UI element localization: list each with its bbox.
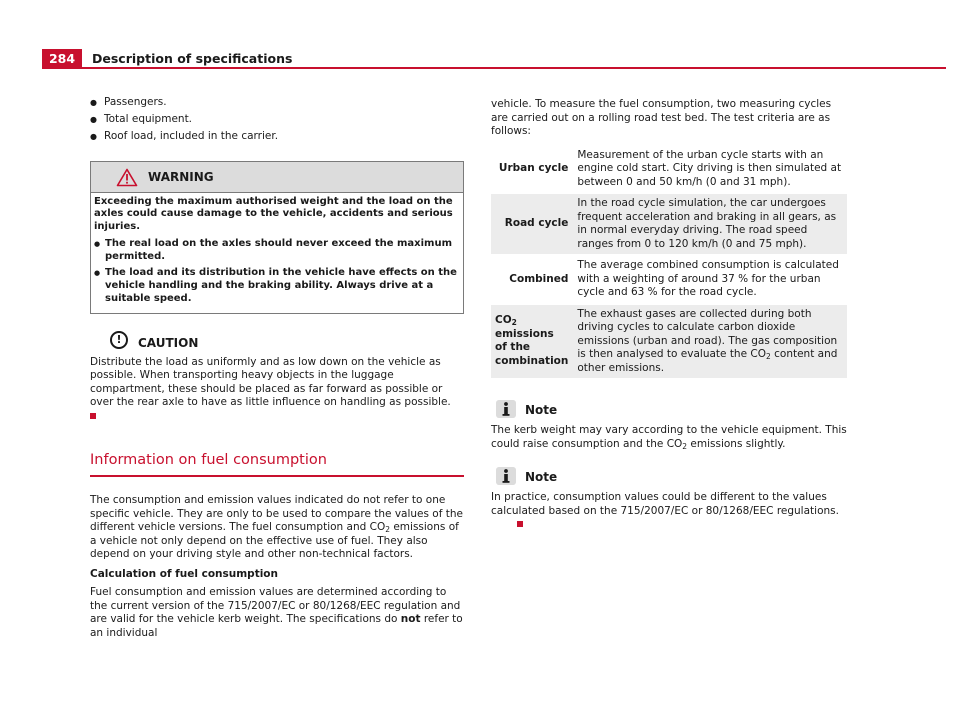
list-item: ● Total equipment. [90, 113, 464, 127]
note-text-content: The kerb weight may vary according to the vehicle equipment. This could raise consumption and the CO [491, 424, 847, 450]
subscript: 2 [511, 318, 517, 328]
note-title: Note [525, 403, 558, 417]
warning-header [91, 162, 463, 193]
warning-triangle-icon [116, 168, 138, 187]
row-label: Road cycle [491, 193, 573, 255]
end-mark [517, 521, 523, 527]
row-text: In the road cycle simulation, the car undergoes frequent acceleration and braking in all gears, as in normal everyday driving. The road speed ranges from 0 to 120 km/h (0 and 75 mph). [573, 193, 847, 255]
table-row [491, 193, 847, 255]
intro-text: emissions of a vehicle not only depend on the effective use of fuel. They also depend on your driving style and other non-technical factors. [90, 521, 459, 561]
subscript: 2 [385, 525, 390, 535]
header-rule [82, 67, 946, 69]
table-row [491, 304, 847, 379]
intro-paragraph [90, 494, 464, 562]
table-row [491, 146, 847, 194]
caution-text [90, 356, 464, 424]
calc-text: refer to an individual [90, 613, 463, 639]
note-header [491, 467, 847, 489]
list-item: ● Roof load, included in the carrier. [90, 130, 464, 144]
subscript: 2 [682, 441, 688, 451]
intro-text: The consumption and emission values indicated do not refer to one specific vehicle. They are only to be used to compare the values of the different vehicle versions. The fuel consumption and CO [90, 494, 463, 534]
row-label [491, 304, 573, 379]
info-icon [496, 400, 516, 418]
calc-heading: Calculation of fuel consumption [90, 567, 278, 580]
calc-bold: not [400, 613, 421, 626]
left-column [90, 96, 464, 646]
co2-label-rest: emissions of the combination [495, 327, 569, 367]
warning-title: WARNING [148, 169, 214, 184]
end-mark [90, 413, 96, 419]
row-text: Measurement of the urban cycle starts with an engine cold start. City driving is then simulated at between 0 and 50 km/h (0 and 31 mph). [577, 148, 842, 188]
row-text [573, 304, 847, 379]
row-text: The average combined consumption is calculated with a weighting of around 37 % for the urban cycle and 63 % for the road cycle. [573, 255, 847, 304]
calc-text: Fuel consumption and emission values are determined according to the current version of the 715/2007/EC or 80/1268/EEC regulation and are valid for the vehicle kerb weight. The specifications do [90, 586, 461, 626]
warning-box [90, 161, 464, 314]
load-bullet-list [90, 96, 464, 144]
subscript: 2 [766, 352, 771, 361]
calc-paragraph [90, 586, 464, 640]
right-column [491, 98, 847, 538]
caution-icon: ! [110, 331, 128, 349]
page-title: Description of specifications [92, 51, 293, 66]
note-header [491, 400, 847, 422]
caution-title: CAUTION [138, 335, 199, 350]
note-title: Note [525, 470, 558, 484]
warning-bullet: ● The real load on the axles should never exceed the maximum permitted. [94, 238, 460, 264]
list-item: ● Passengers. [90, 96, 464, 110]
warning-body [91, 193, 463, 313]
caution-text-content: Distribute the load as uniformly and as low down on the vehicle as possible. When transporting heavy objects in the luggage compartment, these should be placed as far forward as possible or over the rear axle to have as little influence on handling as possible. [90, 355, 451, 409]
test-intro: vehicle. To measure the fuel consumption, two measuring cycles are carried out on a rolling road test bed. The test criteria are as follows: [491, 98, 832, 137]
section-title: Information on fuel consumption [90, 451, 464, 477]
note-text [491, 424, 847, 451]
test-criteria-table [491, 146, 847, 379]
table-row [491, 255, 847, 304]
note-text-rest: emissions slightly. [687, 437, 786, 450]
co2-text: The exhaust gases are collected during both driving cycles to calculate carbon dioxide emissions (urban and road). The gas composition is then analysed to evaluate the CO [577, 307, 838, 360]
warning-bullet: ● The load and its distribution in the vehicle have effects on the vehicle handling and the braking ability. Always drive at a suitable speed. [94, 267, 460, 305]
note-text [491, 491, 847, 532]
row-label: Urban cycle [498, 162, 569, 174]
co2-text-rest: content and other emissions. [577, 348, 838, 374]
caution-header [90, 331, 464, 353]
page-number: 284 [42, 49, 82, 69]
info-icon [496, 467, 516, 485]
warning-text: Exceeding the maximum authorised weight and the load on the axles could cause damage to the vehicle, accidents and serious injuries. [94, 195, 453, 233]
co2-label: CO [495, 314, 512, 327]
row-label: Combined [491, 255, 573, 304]
note-text-content: In practice, consumption values could be different to the values calculated based on the 715/2007/EC or 80/1268/EEC regulations. [491, 491, 839, 517]
